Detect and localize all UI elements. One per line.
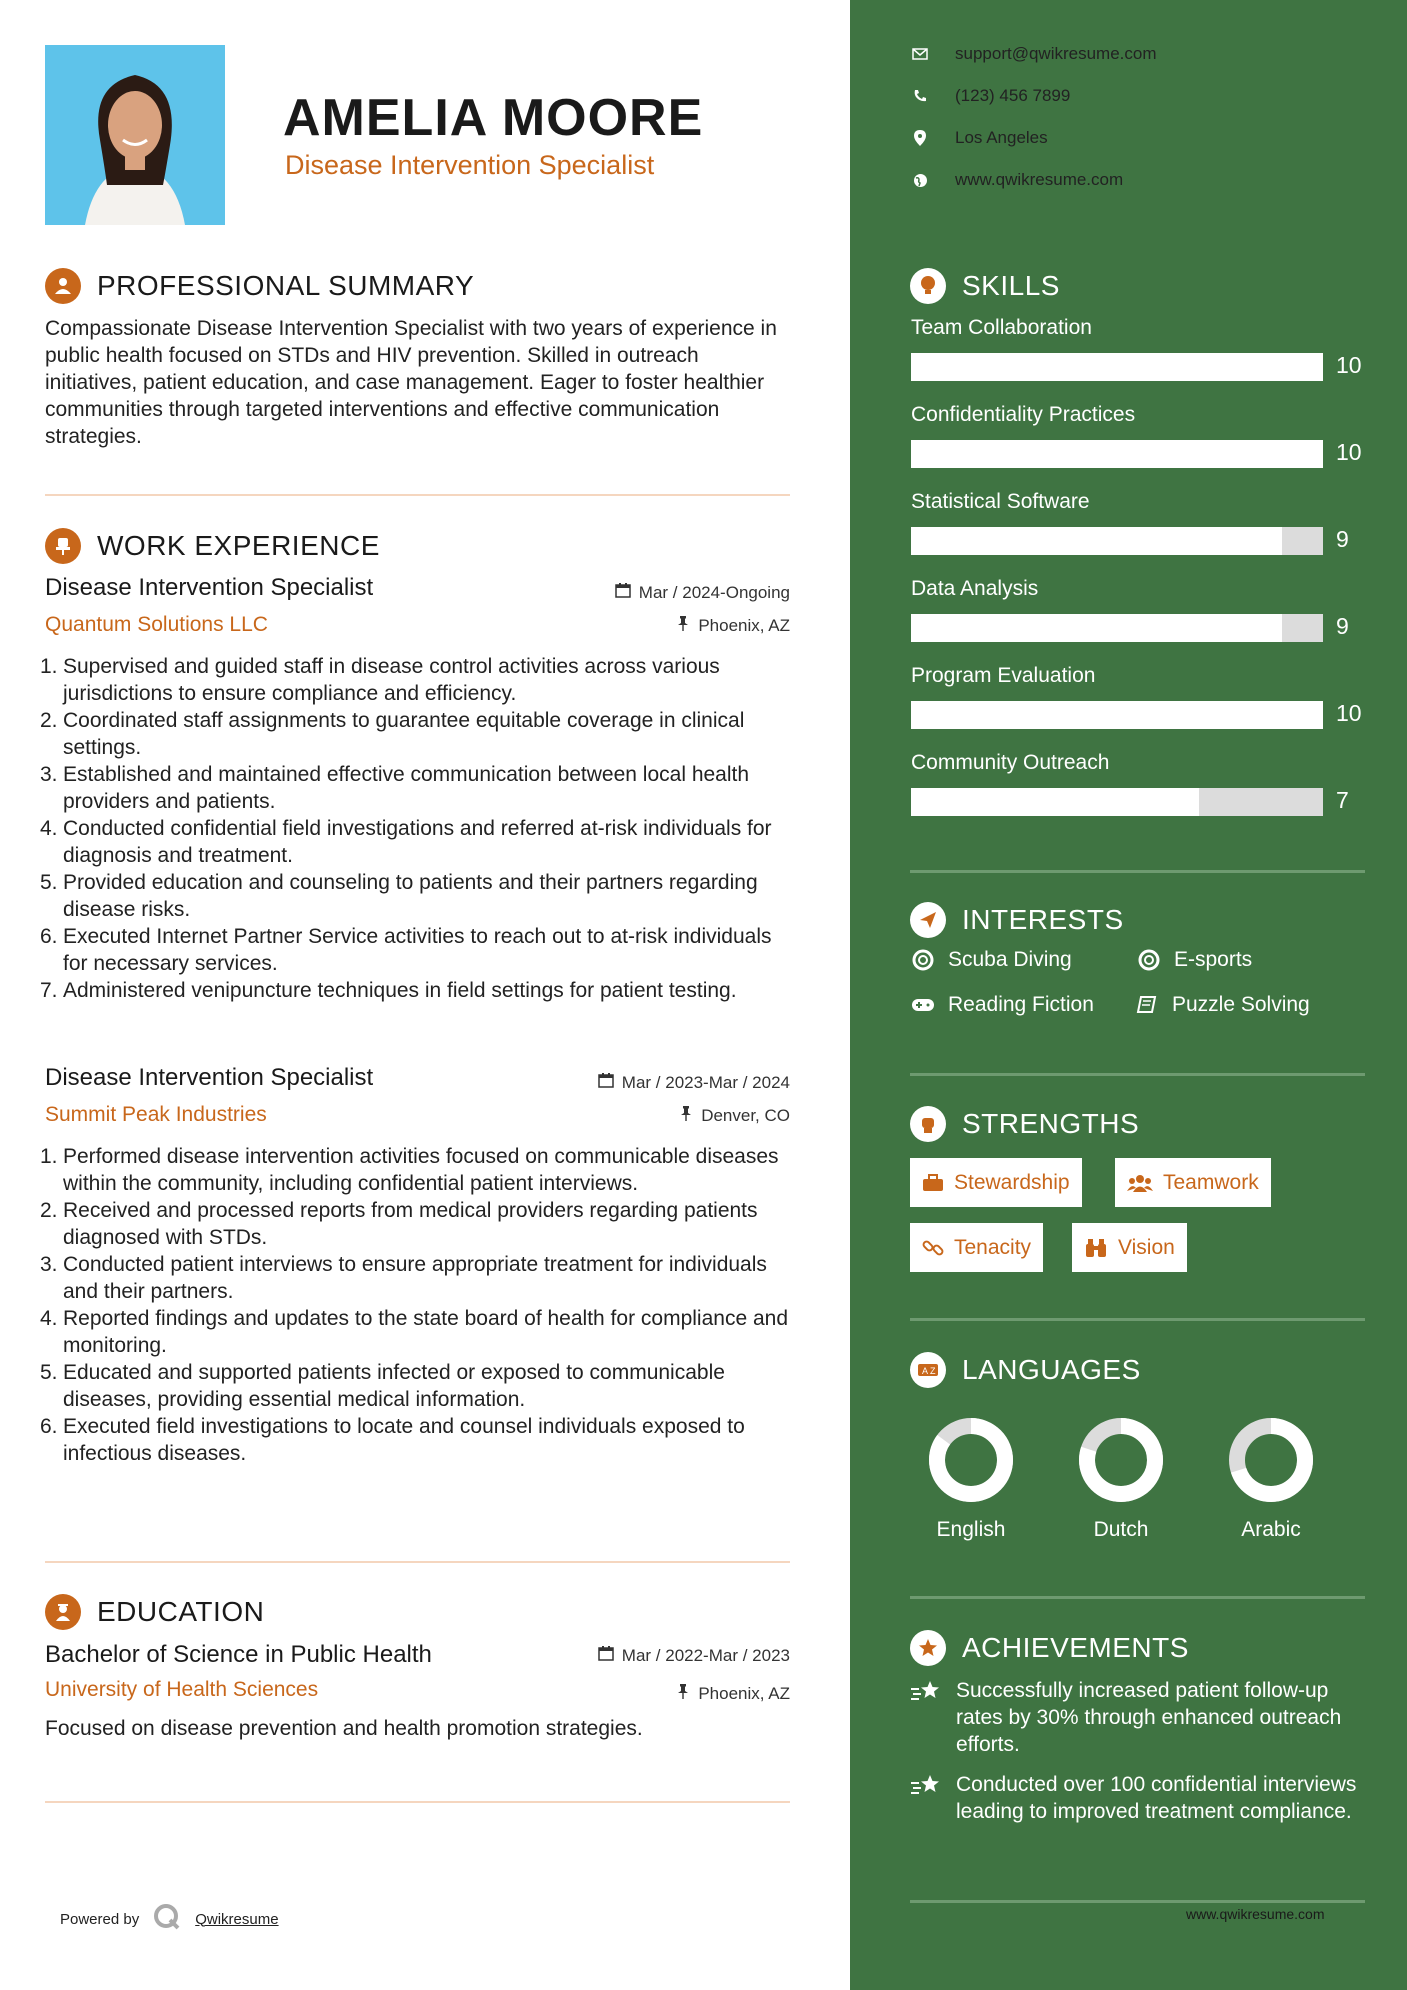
link-icon [922, 1237, 944, 1259]
chair-icon [45, 528, 81, 564]
skill-name: Data Analysis [911, 577, 1039, 600]
shooting-star-icon [910, 1771, 944, 1825]
skill-level: 10 [1336, 700, 1362, 726]
list-item: 6. Executed Internet Partner Service activities to reach out to at-risk individuals for necessary services. [40, 925, 772, 975]
divider [45, 494, 790, 496]
list-item: 5. Educated and supported patients infected or exposed to communicable diseases, providing essential medical information. [40, 1361, 725, 1411]
language-proficiency-donut [1226, 1415, 1316, 1505]
location-text: Los Angeles [955, 128, 1048, 147]
calendar-icon [598, 1072, 614, 1093]
qwikresume-logo-icon [153, 1903, 181, 1935]
school-name: University of Health Sciences [45, 1678, 319, 1701]
education-location-text: Phoenix, AZ [698, 1683, 790, 1703]
language-item [1061, 1415, 1181, 1542]
candidate-name: AMELIA MOORE [283, 89, 704, 147]
job-company: Quantum Solutions LLC [45, 613, 268, 636]
job-responsibilities [40, 653, 800, 1004]
skill-bar-fill [911, 788, 1199, 816]
skill-name: Program Evaluation [911, 664, 1096, 687]
language-proficiency-donut [926, 1415, 1016, 1505]
skill-bar-fill [911, 701, 1323, 729]
skill-bar-fill [911, 527, 1282, 555]
skill-bar [911, 353, 1323, 381]
list-item: 7. Administered venipuncture techniques in field settings for patient testing. [40, 979, 737, 1002]
map-marker-icon [910, 130, 930, 146]
envelope-icon [910, 48, 930, 60]
list-item: 2. Received and processed reports from medical providers regarding patients diagnosed with STDs. [40, 1199, 758, 1249]
job-responsibilities [40, 1143, 800, 1467]
divider [910, 1073, 1365, 1076]
interest-item: Puzzle Solving [1134, 993, 1310, 1017]
powered-by [60, 1903, 279, 1935]
section-title: STRENGTHS [962, 1108, 1140, 1139]
divider [910, 1318, 1365, 1321]
skill-name: Confidentiality Practices [911, 403, 1136, 426]
skills-heading [910, 268, 1060, 304]
section-title: EDUCATION [97, 1596, 265, 1627]
divider [45, 1561, 790, 1563]
qwikresume-link[interactable]: Qwikresume [195, 1910, 279, 1928]
job-location-text: Denver, CO [701, 1105, 790, 1125]
list-item: 6. Executed field investigations to locate and counsel individuals exposed to infectious diseases. [40, 1415, 745, 1465]
lightbulb-icon [910, 268, 946, 304]
education-description: Focused on disease prevention and health promotion strategies. [45, 1717, 643, 1740]
job-location-text: Phoenix, AZ [698, 615, 790, 635]
list-item: 1. Performed disease intervention activities focused on communicable diseases within the community, including confidential patient interviews. [40, 1145, 779, 1195]
contact-website[interactable] [910, 170, 1123, 190]
svg-text:A: A [922, 1366, 929, 1376]
lifebuoy-icon [910, 949, 936, 971]
pin-icon [676, 615, 690, 636]
fist-icon [910, 1106, 946, 1142]
job-dates-text: Mar / 2024-Ongoing [638, 582, 790, 602]
list-item: 4. Conducted confidential field investigations and referred at-risk individuals for diagnosis and treatment. [40, 817, 772, 867]
binoculars-icon [1084, 1238, 1108, 1258]
list-item: 1. Supervised and guided staff in disease control activities across various jurisdictions to ensure compliance and efficiency. [40, 655, 720, 705]
shooting-star-icon [910, 1677, 944, 1758]
summary-text: Compassionate Disease Intervention Specialist with two years of experience in public health focused on STDs and HIV prevention. Skilled in outreach initiatives, patient education, and case management. Eager to foster healthier communities through targeted interventions and effective communication strategies. [45, 317, 777, 448]
skill-name: Statistical Software [911, 490, 1090, 513]
section-title: LANGUAGES [962, 1354, 1141, 1385]
language-item [911, 1415, 1031, 1542]
skill-bar [911, 440, 1323, 468]
job-company: Summit Peak Industries [45, 1103, 267, 1126]
divider [45, 1801, 790, 1803]
strength-chip: Tenacity [910, 1223, 1043, 1272]
list-item: 5. Provided education and counseling to patients and their partners regarding disease risks. [40, 871, 758, 921]
skill-bar [911, 527, 1323, 555]
powered-by-label: Powered by [60, 1910, 140, 1928]
globe-icon [910, 173, 930, 188]
phone-icon [910, 89, 930, 103]
website-text: www.qwikresume.com [955, 170, 1124, 189]
skill-bar-fill [911, 614, 1282, 642]
section-title: WORK EXPERIENCE [97, 530, 380, 561]
divider [910, 1596, 1365, 1599]
language-item [1211, 1415, 1331, 1542]
list-item: 3. Conducted patient interviews to ensure appropriate treatment for individuals and their partners. [40, 1253, 767, 1303]
job-dates [615, 582, 790, 603]
interest-item: Scuba Diving [910, 948, 1072, 972]
book-icon [1134, 995, 1160, 1015]
graduate-icon [45, 1594, 81, 1630]
section-title: ACHIEVEMENTS [962, 1632, 1189, 1663]
list-item: 2. Coordinated staff assignments to guarantee equitable coverage in clinical settings. [40, 709, 745, 759]
degree-title: Bachelor of Science in Public Health [45, 1641, 432, 1668]
list-item: 3. Established and maintained effective communication between local health providers and patients. [40, 763, 750, 813]
calendar-icon [615, 582, 631, 603]
achievements-heading [910, 1630, 1189, 1666]
divider [910, 870, 1365, 873]
skill-name: Community Outreach [911, 751, 1110, 774]
section-title: PROFESSIONAL SUMMARY [97, 270, 475, 301]
lifebuoy-icon [1136, 949, 1162, 971]
skill-bar-fill [911, 440, 1323, 468]
education-dates [598, 1645, 790, 1666]
summary-heading [45, 268, 474, 304]
section-title: SKILLS [962, 270, 1060, 301]
user-icon [45, 268, 81, 304]
job-location [679, 1105, 790, 1126]
skill-bar [911, 614, 1323, 642]
briefcase-icon [922, 1174, 944, 1192]
job-location [676, 615, 790, 636]
skill-bar-fill [911, 353, 1323, 381]
strength-chip: Stewardship [910, 1158, 1082, 1207]
language-name: Dutch [1093, 1518, 1149, 1541]
skill-level: 7 [1336, 787, 1349, 813]
job-dates-text: Mar / 2023-Mar / 2024 [621, 1072, 790, 1092]
language-name: English [936, 1518, 1006, 1541]
education-dates-text: Mar / 2022-Mar / 2023 [621, 1645, 790, 1665]
list-item: 4. Reported findings and updates to the state board of health for compliance and monitoring. [40, 1307, 788, 1357]
strength-chip: Teamwork [1115, 1158, 1271, 1207]
paper-plane-icon [910, 902, 946, 938]
star-icon [910, 1630, 946, 1666]
skill-name: Team Collaboration [911, 316, 1092, 339]
pin-icon [676, 1683, 690, 1704]
users-icon [1127, 1174, 1153, 1192]
skill-bar [911, 788, 1323, 816]
education-location [676, 1683, 790, 1704]
interests-heading [910, 902, 1124, 938]
language-proficiency-donut [1076, 1415, 1166, 1505]
language-name: Arabic [1241, 1518, 1301, 1541]
phone-text: (123) 456 7899 [955, 86, 1071, 105]
profile-photo [45, 45, 225, 225]
section-title: INTERESTS [962, 904, 1124, 935]
candidate-title: Disease Intervention Specialist [285, 150, 655, 180]
contact-email[interactable] [910, 44, 1157, 64]
job-title: Disease Intervention Specialist [45, 574, 374, 601]
calendar-icon [598, 1645, 614, 1666]
education-heading [45, 1594, 264, 1630]
gamepad-icon [910, 998, 936, 1012]
contact-location [910, 128, 1048, 148]
achievement-item: Successfully increased patient follow-up rates by 30% through enhanced outreach efforts. [910, 1677, 1370, 1758]
svg-text:Z: Z [930, 1366, 936, 1376]
pin-icon [679, 1105, 693, 1126]
skill-level: 10 [1336, 439, 1362, 465]
interest-item: Reading Fiction [910, 993, 1094, 1017]
skill-level: 10 [1336, 352, 1362, 378]
email-text: support@qwikresume.com [955, 44, 1157, 63]
divider [910, 1900, 1365, 1903]
skill-level: 9 [1336, 613, 1349, 639]
contact-phone[interactable] [910, 86, 1070, 106]
interest-item: E-sports [1136, 948, 1252, 972]
job-dates [598, 1072, 790, 1093]
experience-heading [45, 528, 380, 564]
strength-chip: Vision [1072, 1223, 1187, 1272]
strengths-heading [910, 1106, 1139, 1142]
footer-website[interactable]: www.qwikresume.com [1186, 1906, 1325, 1922]
languages-heading [910, 1352, 1141, 1388]
achievement-item: Conducted over 100 confidential interviews leading to improved treatment compliance. [910, 1771, 1370, 1825]
language-icon [910, 1352, 946, 1388]
skill-bar [911, 701, 1323, 729]
skill-level: 9 [1336, 526, 1349, 552]
job-title: Disease Intervention Specialist [45, 1064, 374, 1091]
